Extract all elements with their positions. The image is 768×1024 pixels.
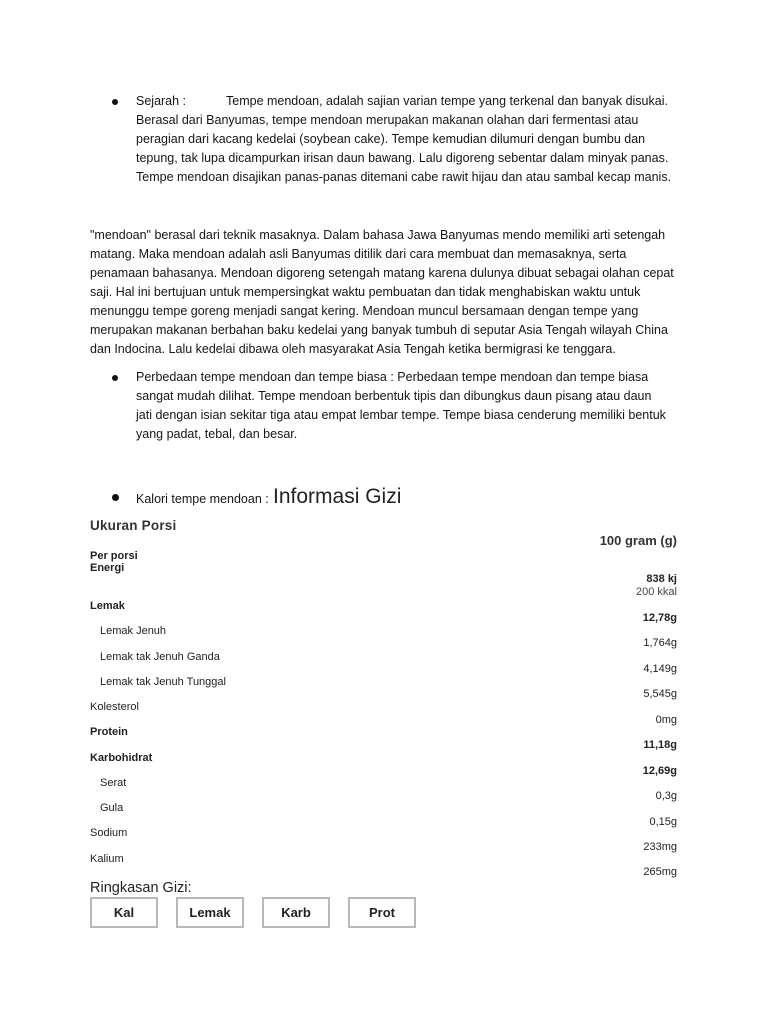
kal-button[interactable]: Kal	[90, 897, 158, 928]
energi-label: Energi	[90, 562, 125, 574]
kalori-label: Kalori tempe mendoan :	[136, 492, 269, 506]
per-porsi-label: Per porsi	[90, 550, 138, 562]
nutrient-label-lemak-jenuh: Lemak Jenuh	[100, 625, 167, 637]
sejarah-line: peragian dari kacang kedelai (soybean cake). Tempe kemudian dilumuri dengan bumbu dan	[136, 132, 646, 146]
ringkasan-gizi-title: Ringkasan Gizi:	[90, 880, 192, 896]
paragraph-line: penamaan bahasanya. Mendoan digoreng setengah matang karena dulunya dibuat sebagai olahan cepat	[90, 266, 674, 280]
nutrient-label-sodium: Sodium	[90, 827, 128, 839]
nutrient-value-kalium: 265mg	[643, 866, 677, 878]
prot-button[interactable]: Prot	[348, 897, 416, 928]
nutrient-label-lemak-ganda: Lemak tak Jenuh Ganda	[100, 651, 220, 663]
nutrient-value-protein: 11,18g	[643, 739, 677, 751]
perbedaan-line: Perbedaan tempe mendoan dan tempe biasa : Perbedaan tempe mendoan dan tempe biasa	[136, 370, 649, 384]
nutrient-label-kolesterol: Kolesterol	[90, 701, 139, 713]
nutrient-label-lemak: Lemak	[90, 600, 125, 612]
paragraph-line: "mendoan" berasal dari teknik masaknya. Dalam bahasa Jawa Banyumas mendo memiliki arti setengah	[90, 228, 666, 242]
sejarah-line: Berasal dari Banyumas, tempe mendoan merupakan makanan olahan dari fermentasi atau	[136, 113, 639, 127]
perbedaan-line: sangat mudah dilihat. Tempe mendoan berbentuk tipis dan dibungkus daun pisang atau daun	[136, 389, 652, 403]
sejarah-label: Sejarah :	[136, 94, 187, 108]
informasi-gizi-title: Informasi Gizi	[273, 485, 402, 508]
nutrient-value-lemak-ganda: 4,149g	[643, 663, 677, 675]
sejarah-first-line: Sejarah : Tempe mendoan, adalah sajian varian tempe yang terkenal dan banyak disukai.	[136, 92, 681, 111]
nutrient-value-lemak-tunggal: 5,545g	[643, 688, 677, 700]
paragraph-line: saji. Hal ini bertujuan untuk mempersingkat waktu pembuatan dan tidak menghabiskan waktu untuk	[90, 285, 641, 299]
energy-kcal-value: 200 kkal	[636, 586, 677, 598]
paragraph-line: matang. Maka mendoan adalah asli Banyumas ditilik dari cara membuat dan memasaknya, serta	[90, 247, 627, 261]
paragraph-line: merupakan makanan berbahan baku kedelai yang banyak tumbuh di seputar Asia Tengah wilayah China	[90, 323, 668, 337]
nutrient-value-karbohidrat: 12,69g	[642, 765, 677, 777]
nutrient-value-lemak: 12,78g	[642, 612, 677, 624]
ukuran-porsi-label: Ukuran Porsi	[90, 518, 177, 533]
perbedaan-line: jati dengan isian sekitar tiga atau empat lembar tempe. Tempe biasa cenderung memiliki bentuk	[136, 408, 666, 422]
sejarah-line: tepung, tak lupa dicampurkan irisan daun bawang. Lalu digoreng sebentar dalam minyak panas.	[136, 151, 669, 165]
energy-kj-value: 838 kj	[646, 573, 677, 585]
lemak-button[interactable]: Lemak	[176, 897, 244, 928]
bullet-kalori	[112, 494, 119, 501]
bullet-perbedaan	[112, 375, 118, 381]
nutrient-value-kolesterol: 0mg	[655, 714, 677, 726]
perbedaan-line: yang padat, tebal, dan besar.	[136, 427, 298, 441]
nutrient-label-serat: Serat	[100, 777, 127, 789]
nutrient-label-protein: Protein	[90, 726, 128, 738]
nutrient-label-karbohidrat: Karbohidrat	[90, 752, 153, 764]
nutrient-label-lemak-tunggal: Lemak tak Jenuh Tunggal	[100, 676, 226, 688]
nutrient-value-sodium: 233mg	[643, 841, 677, 853]
paragraph-line: dan Indocina. Lalu kedelai dibawa oleh masyarakat Asia Tengah ketika bermigrasi ke tenggara.	[90, 342, 616, 356]
nutrient-value-lemak-jenuh: 1,764g	[643, 637, 677, 649]
sejarah-line: Tempe mendoan disajikan panas-panas ditemani cabe rawit hijau dan atau sambal kecap manis.	[136, 170, 672, 184]
nutrient-label-kalium: Kalium	[90, 853, 124, 865]
karb-button[interactable]: Karb	[262, 897, 330, 928]
bullet-sejarah	[112, 99, 118, 105]
perbedaan-section	[136, 368, 681, 444]
nutrient-value-gula: 0,15g	[649, 816, 677, 828]
nutrient-value-serat: 0,3g	[655, 790, 677, 802]
mendoan-paragraph	[90, 226, 680, 359]
sejarah-section	[136, 92, 681, 187]
nutrient-label-gula: Gula	[100, 802, 124, 814]
per-porsi-energi	[90, 550, 138, 574]
serving-size: 100 gram (g)	[599, 533, 677, 548]
paragraph-line: menunggu tempe goreng menjadi sangat kering. Mendoan muncul bersamaan dengan tempe yang	[90, 304, 639, 318]
